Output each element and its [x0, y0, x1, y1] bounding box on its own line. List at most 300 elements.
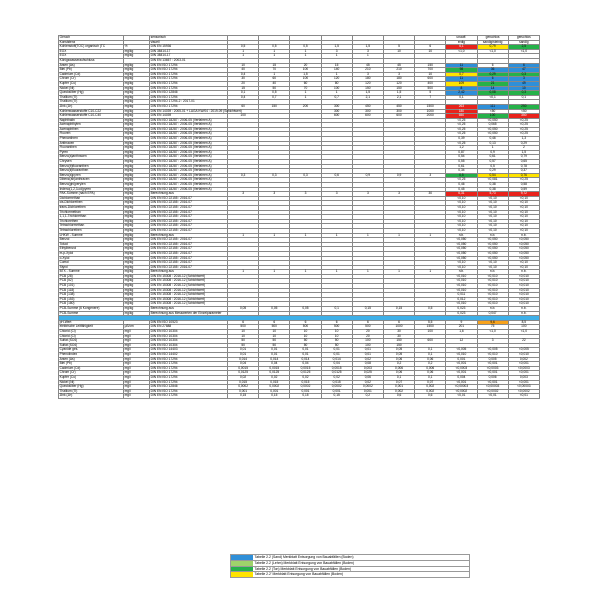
result-cell: <0,10 — [446, 228, 477, 233]
unit-cell: mg/kg — [124, 91, 150, 96]
unit-cell: mg/kg — [124, 284, 150, 289]
method-cell: DIN 38414-17 — [150, 49, 228, 54]
limit-cell: 0,7 — [321, 95, 352, 100]
limit-cell: 0,0015 — [259, 366, 290, 371]
result-cell: <0,0002 — [508, 389, 539, 394]
result-cell: <0,10 — [508, 224, 539, 229]
method-cell: DIN EN 15308 : 2016-12 (Schichtwert) — [150, 293, 228, 298]
result-cell: <0,050 — [446, 247, 477, 252]
limit-cell: 0,001 — [321, 389, 352, 394]
result-cell: <0,050 — [508, 242, 539, 247]
limit-cell: 0,1 — [415, 348, 446, 353]
limit-cell: 3 — [352, 49, 383, 54]
limit-cell: 10 — [415, 72, 446, 77]
result-cell: <0,10 — [477, 219, 508, 224]
legend-swatch — [231, 561, 253, 566]
parameter-cell: cis-Dichlorethen — [59, 201, 124, 206]
result-cell: <0,25 — [508, 178, 539, 183]
parameter-cell: Pyren — [59, 150, 124, 155]
parameter-cell: Trichlormethan — [59, 210, 124, 215]
unit-cell: mg/kg — [124, 81, 150, 86]
parameter-cell: Blei (Pb) — [59, 68, 124, 73]
parameter-cell: Styrol — [59, 265, 124, 270]
method-cell: DIN 38414-17 — [150, 54, 228, 59]
limit-cell: 10 — [290, 330, 321, 335]
result-cell: 98 — [446, 68, 477, 73]
result-cell: 75 — [477, 325, 508, 330]
result-cell: <0,10 — [477, 224, 508, 229]
method-cell: DIN EN ISO 18287 : 2006-05 (Verfahren A) — [150, 187, 228, 192]
limit-cell: 180 — [383, 77, 414, 82]
limit-cell: 0,01 — [321, 352, 352, 357]
parameter-cell: PCB (118) — [59, 288, 124, 293]
result-cell: <0,010 — [477, 352, 508, 357]
result-cell: 3 — [508, 77, 539, 82]
parameter-cell: Cumol — [59, 261, 124, 266]
unit-cell: mg/l — [124, 394, 150, 399]
limit-cell: 60 — [259, 77, 290, 82]
unit-cell: mg/kg — [124, 293, 150, 298]
unit-cell: mg/l — [124, 375, 150, 380]
limit-cell: 150 — [383, 343, 414, 348]
result-cell: 0,79 — [508, 155, 539, 160]
parameter-cell: Blei (Pb) — [59, 362, 124, 367]
limit-cell: 0,6 — [383, 394, 414, 399]
result-cell: 0,5 — [446, 173, 477, 178]
limit-cell: 1 — [383, 270, 414, 275]
limit-cell: 120 — [352, 81, 383, 86]
result-cell: 0,29 — [508, 141, 539, 146]
method-cell: DIN EN 27888 — [150, 325, 228, 330]
result-cell: <0,0002 — [477, 389, 508, 394]
results-table — [58, 35, 540, 399]
unit-cell: mg/kg — [124, 297, 150, 302]
limit-cell: 45 — [383, 63, 414, 68]
limit-cell: 1 — [259, 72, 290, 77]
method-cell: DIN EN ISO 18287 : 2006-05 (Verfahren A) — [150, 183, 228, 188]
parameter-cell: Anthracen — [59, 141, 124, 146]
limit-cell: 1,5 — [321, 45, 352, 50]
unit-cell: mg/kg — [124, 100, 150, 105]
result-cell: <0,10 — [446, 224, 477, 229]
legend-item — [230, 572, 470, 578]
method-cell: DIN EN ISO 17294 — [150, 362, 228, 367]
method-cell: DIN EN ISO 22155 : 2016-07 — [150, 224, 228, 229]
limit-cell: 30 — [415, 192, 446, 197]
limit-cell: 600 — [415, 339, 446, 344]
parameter-cell: Thallium (Tl) — [59, 100, 124, 105]
limit-cell: 0,1 — [415, 352, 446, 357]
result-cell: 2,5 — [508, 45, 539, 50]
parameter-cell: Arsen (As) — [59, 63, 124, 68]
limit-cell: 0,01 — [352, 348, 383, 353]
limit-cell: 2,1 — [383, 95, 414, 100]
limit-cell: 0,002 — [415, 385, 446, 390]
result-cell: 0,54 — [446, 155, 477, 160]
limit-cell: 0,5 — [415, 307, 446, 312]
method-cell: DIN EN 15308 : 2016-12 (Schichtwert) — [150, 288, 228, 293]
result-cell: <0,10 — [508, 219, 539, 224]
unit-cell: mg/kg — [124, 104, 150, 109]
limit-cell: 500 — [290, 325, 321, 330]
limit-cell: 10 — [321, 330, 352, 335]
result-cell: <0,1 — [477, 95, 508, 100]
unit-cell: mg/kg — [124, 160, 150, 165]
unit-cell: mg/l — [124, 348, 150, 353]
unit-cell: mg/kg — [124, 137, 150, 142]
limit-cell: 0,1 — [415, 375, 446, 380]
limit-cell: 0,01 — [352, 352, 383, 357]
result-cell: <0,10 — [477, 228, 508, 233]
limit-cell: 300 — [321, 104, 352, 109]
result-cell: 0,76 — [508, 173, 539, 178]
table-body-eluate — [59, 320, 540, 398]
method-cell: DIN EN ISO 22155 : 2016-07 — [150, 251, 228, 256]
result-cell: 8,5 — [508, 320, 539, 325]
limit-cell: 50 — [259, 86, 290, 91]
limit-cell: 50 — [321, 343, 352, 348]
result-cell: <0,10 — [477, 196, 508, 201]
limit-cell: 1 — [259, 49, 290, 54]
limit-cell: 0,015 — [321, 380, 352, 385]
parameter-cell: PAK-Summe (nach EPA) — [59, 192, 124, 197]
result-cell: 650 — [446, 114, 477, 119]
limit-cell: 50 — [259, 339, 290, 344]
limit-cell: 0,6 — [415, 394, 446, 399]
table-row — [59, 394, 540, 399]
parameter-cell: EOX — [59, 54, 124, 59]
limit-cell: 1,5 — [383, 91, 414, 96]
result-cell: 14 — [477, 86, 508, 91]
limit-cell: 150 — [259, 104, 290, 109]
result-cell: <1,0 — [446, 49, 477, 54]
result-cell: 0,61 — [477, 155, 508, 160]
result-cell: <0,001 — [508, 362, 539, 367]
result-cell: 10 — [508, 86, 539, 91]
parameter-cell: Ethylbenzol — [59, 247, 124, 252]
limit-cell: 0,3 — [259, 173, 290, 178]
result-cell: <0,050 — [508, 256, 539, 261]
unit-cell: mg/kg — [124, 150, 150, 155]
result-cell: <0,010 — [477, 284, 508, 289]
method-cell: DIN EN ISO 22155 : 2016-07 — [150, 201, 228, 206]
result-cell: <0,010 — [477, 293, 508, 298]
result-cell: <0,10 — [446, 219, 477, 224]
result-cell: 6 — [508, 63, 539, 68]
parameter-cell: Thallium (Tl) — [59, 95, 124, 100]
result-cell: <0,010 — [508, 297, 539, 302]
unit-cell: mg/l — [124, 334, 150, 339]
result-cell: <0,050 — [446, 242, 477, 247]
method-cell: DIN EN ISO 22155 : 2016-07 — [150, 205, 228, 210]
result-cell: <0,050 — [477, 256, 508, 261]
limit-cell: 1 — [352, 54, 383, 59]
parameter-cell: Indeno(1,2,3-cd)pyren — [59, 187, 124, 192]
result-cell: <0,081 — [477, 178, 508, 183]
result-cell: 47 — [508, 68, 539, 73]
method-cell: DIN EN ISO 18287 : 2006-05 (Verfahren A) — [150, 127, 228, 132]
limit-cell: 1 — [290, 91, 321, 96]
limit-cell: 0,01 — [259, 348, 290, 353]
limit-cell: 5 — [415, 91, 446, 96]
unit-cell: mg/kg — [124, 141, 150, 146]
result-cell: 0,29 — [477, 169, 508, 174]
limit-cell: 45 — [352, 63, 383, 68]
limit-cell: 0,0002 — [259, 385, 290, 390]
result-cell: <1,0 — [508, 330, 539, 335]
unit-cell: mg/kg — [124, 210, 150, 215]
result-cell: 0,3 — [508, 91, 539, 96]
result-cell: 250 — [508, 104, 539, 109]
method-cell: DIN EN ISO 18287 : 2006-05 (Verfahren A) — [150, 132, 228, 137]
result-cell: <0,25 — [446, 123, 477, 128]
limit-cell: 1,5 — [352, 45, 383, 50]
limit-cell: 1 — [228, 49, 259, 54]
limit-cell: 0,2 — [352, 394, 383, 399]
limit-cell: 0,04 — [228, 362, 259, 367]
limit-cell: 300 — [352, 109, 383, 114]
method-cell: DIN EN ISO 17294 — [150, 104, 228, 109]
legend-item — [230, 554, 470, 561]
result-cell: <0,001 — [446, 371, 477, 376]
result-cell: <1,0 — [508, 49, 539, 54]
parameter-cell: PCB-Summe — [59, 311, 124, 316]
method-cell: DIN EN ISO 18287 : 2006-05 (Verfahren A) — [150, 178, 228, 183]
unit-cell: mg/kg — [124, 219, 150, 224]
limit-cell: 80 — [321, 81, 352, 86]
result-cell: <0,10 — [446, 261, 477, 266]
limit-cell: 0,04 — [321, 362, 352, 367]
unit-cell: mg/kg — [124, 288, 150, 293]
result-cell: <0,10 — [508, 201, 539, 206]
parameter-cell: Naphthalin — [59, 118, 124, 123]
result-cell: n.b. — [508, 311, 539, 316]
method-cell: DIN EN ISO 18287 : 2006-05 (Verfahren A) — [150, 173, 228, 178]
limit-cell: 0,0125 — [321, 371, 352, 376]
parameter-cell: Nickel (Ni) — [59, 86, 124, 91]
result-cell: n.b. — [508, 233, 539, 238]
result-cell: 9,6 — [477, 320, 508, 325]
parameter-cell: Chrom (Cr) — [59, 77, 124, 82]
result-cell: 0,004 — [446, 375, 477, 380]
result-cell: 0,38 — [477, 183, 508, 188]
method-cell: DIN EN ISO 17294 — [150, 63, 228, 68]
limit-cell: 0,1 — [321, 307, 352, 312]
result-cell: 8 — [446, 86, 477, 91]
limit-cell: 0,15 — [290, 394, 321, 399]
limit-cell: 0,015 — [290, 380, 321, 385]
parameter-cell: Benzo(a)pyren — [59, 173, 124, 178]
method-cell: DIN EN 14039 — [150, 114, 228, 119]
result-cell: <0,01 — [508, 394, 539, 399]
result-cell: 0,79 — [477, 45, 508, 50]
result-cell: <0,010 — [508, 352, 539, 357]
limit-cell: 0,02 — [352, 357, 383, 362]
unit-cell: mg/l — [124, 389, 150, 394]
parameter-cell: PCB (101) — [59, 284, 124, 289]
result-cell: 0,39 — [446, 137, 477, 142]
method-cell: DIN EN ISO 22155 : 2016-07 — [150, 242, 228, 247]
unit-cell: mg/kg — [124, 311, 150, 316]
result-cell: 0,34 — [446, 169, 477, 174]
method-cell: DIN EN 15308 : 2016-12 (Schichtwert) — [150, 279, 228, 284]
limit-cell: 10 — [259, 330, 290, 335]
parameter-cell: elektrische Leitfähigkeit — [59, 325, 124, 330]
limit-cell: 0,01 — [228, 352, 259, 357]
limit-cell: 210 — [383, 68, 414, 73]
method-cell: DIN EN ISO 18287 : 2006-05 (Verfahren A) — [150, 123, 228, 128]
limit-cell: 0,5 — [259, 45, 290, 50]
unit-cell: mg/kg — [124, 256, 150, 261]
result-cell: 0,46 — [446, 183, 477, 188]
unit-cell: mg/l — [124, 371, 150, 376]
limit-cell: 3 — [321, 49, 352, 54]
limit-cell: 50 — [321, 339, 352, 344]
result-cell: 0,13 — [477, 141, 508, 146]
result-cell: <0,001 — [446, 362, 477, 367]
result-cell: 100 — [508, 325, 539, 330]
limit-cell: 6 — [259, 320, 290, 325]
limit-cell: 0,08 — [352, 362, 383, 367]
result-cell: <0,25 — [446, 178, 477, 183]
parameter-cell: Quecksilber (Hg) — [59, 91, 124, 96]
method-cell: DIN EN ISO 10523 — [150, 320, 228, 325]
result-cell: <0,10 — [446, 205, 477, 210]
limit-cell: 0,001 — [259, 389, 290, 394]
limit-cell: 0,001 — [290, 389, 321, 394]
limit-cell: 120 — [383, 81, 414, 86]
method-cell: DIN EN ISO 22155 : 2016-07 — [150, 261, 228, 266]
limit-cell: 60 — [290, 81, 321, 86]
unit-cell: mg/l — [124, 362, 150, 367]
limit-cell: 1 — [321, 233, 352, 238]
result-cell: <0,005 — [446, 348, 477, 353]
limit-cell: 150 — [383, 339, 414, 344]
result-cell: <0,10 — [446, 210, 477, 215]
result-cell: <0,10 — [508, 261, 539, 266]
limit-cell: 600 — [321, 114, 352, 119]
limit-cell: 0,0002 — [352, 385, 383, 390]
method-cell: DIN EN ISO 17294 — [150, 77, 228, 82]
limit-cell: 1,5 — [290, 72, 321, 77]
unit-cell: mg/kg — [124, 224, 150, 229]
limit-cell: 50 — [228, 339, 259, 344]
limit-cell: 0,6 — [321, 173, 352, 178]
result-cell: <0,010 — [446, 352, 477, 357]
limit-cell: 0,9 — [383, 173, 414, 178]
result-cell: 21 — [477, 81, 508, 86]
result-cell: <0,010 — [477, 274, 508, 279]
unit-cell: mg/l — [124, 330, 150, 335]
unit-cell: mg/kg — [124, 183, 150, 188]
parameter-cell: Chlorid (Cl) — [59, 330, 124, 335]
limit-cell: 0,5 — [228, 45, 259, 50]
parameter-cell: o-Xylol — [59, 256, 124, 261]
method-cell: DIN EN ISO 17294-2 : 2017-01 — [150, 100, 228, 105]
unit-cell: mg/kg — [124, 201, 150, 206]
limit-cell: 0,06 — [415, 357, 446, 362]
parameter-cell: Dichlormethan — [59, 196, 124, 201]
unit-cell: mg/kg — [124, 123, 150, 128]
limit-cell: 0,015 — [259, 380, 290, 385]
result-cell: 0,011 — [446, 293, 477, 298]
limit-cell: 0,04 — [259, 362, 290, 367]
limit-cell: 0,05 — [259, 307, 290, 312]
result-cell: 1,5 — [508, 150, 539, 155]
limit-cell: 1 — [290, 95, 321, 100]
parameter-cell: Sulfat (SO4) — [59, 343, 124, 348]
result-cell: <0,10 — [508, 215, 539, 220]
result-cell: <0,25 — [508, 118, 539, 123]
limit-cell: 0,0125 — [228, 371, 259, 376]
unit-cell: µS/cm — [124, 325, 150, 330]
result-cell: 11 — [446, 77, 477, 82]
result-cell: <0,25 — [446, 132, 477, 137]
result-cell: <50 — [477, 109, 508, 114]
method-cell: DIN EN ISO 17294 — [150, 371, 228, 376]
result-cell: 0,46 — [477, 137, 508, 142]
method-cell: visuell — [150, 40, 228, 45]
parameter-cell: PCB (180) — [59, 302, 124, 307]
limit-cell: 0,5 — [290, 45, 321, 50]
parameter-cell: PCB (28) — [59, 274, 124, 279]
limit-cell: 0,5 — [259, 91, 290, 96]
result-cell: <0,050 — [477, 247, 508, 252]
limit-cell: 10 — [228, 330, 259, 335]
result-cell: 0,005 — [477, 357, 508, 362]
unit-cell: mg/kg — [124, 68, 150, 73]
result-cell: geruchlos — [508, 36, 539, 41]
parameter-cell: Tetrachlormethan — [59, 224, 124, 229]
parameter-cell: PCB (52) — [59, 279, 124, 284]
limit-cell: 300 — [383, 109, 414, 114]
parameter-cell: trans-Dichlorethen — [59, 205, 124, 210]
result-cell: 0,006 — [477, 375, 508, 380]
limit-cell: 150 — [352, 86, 383, 91]
unit-cell: mg/l — [124, 357, 150, 362]
legend — [230, 554, 470, 578]
limit-cell: 0,0002 — [228, 385, 259, 390]
result-cell: 0,065 — [477, 123, 508, 128]
limit-cell: 100 — [290, 77, 321, 82]
result-cell: <0,25 — [446, 127, 477, 132]
limit-cell: 40 — [228, 68, 259, 73]
result-cell: n.b. — [477, 270, 508, 275]
limit-cell: 0,01 — [259, 352, 290, 357]
limit-cell: 100 — [321, 86, 352, 91]
result-cell: sandig/steinig — [477, 40, 508, 45]
limit-cell: 0,05 — [290, 307, 321, 312]
result-cell: 0,7 — [446, 72, 477, 77]
method-cell: DIN EN 15308 : 2016-12 (Schichtwert) — [150, 274, 228, 279]
result-cell: 2 — [508, 146, 539, 151]
unit-cell: mg/kg — [124, 302, 150, 307]
limit-cell: 1 — [290, 49, 321, 54]
method-cell: DIN EN ISO 22155 : 2016-07 — [150, 256, 228, 261]
limit-cell: 6 — [352, 320, 383, 325]
result-cell: <0,010 — [477, 302, 508, 307]
limit-cell: 0,014 — [259, 357, 290, 362]
result-cell: 0,55 — [446, 160, 477, 165]
method-cell: DIN EN ISO 22155 : 2016-07 — [150, 247, 228, 252]
parameter-cell: Königswasseraufschluss — [59, 58, 124, 63]
limit-cell: 600 — [352, 114, 383, 119]
result-cell: 36 — [477, 68, 508, 73]
unit-cell: mg/kg — [124, 270, 150, 275]
limit-cell: 3 — [290, 192, 321, 197]
limit-cell: 6 — [290, 320, 321, 325]
method-cell: Berechnung aus — [150, 270, 228, 275]
